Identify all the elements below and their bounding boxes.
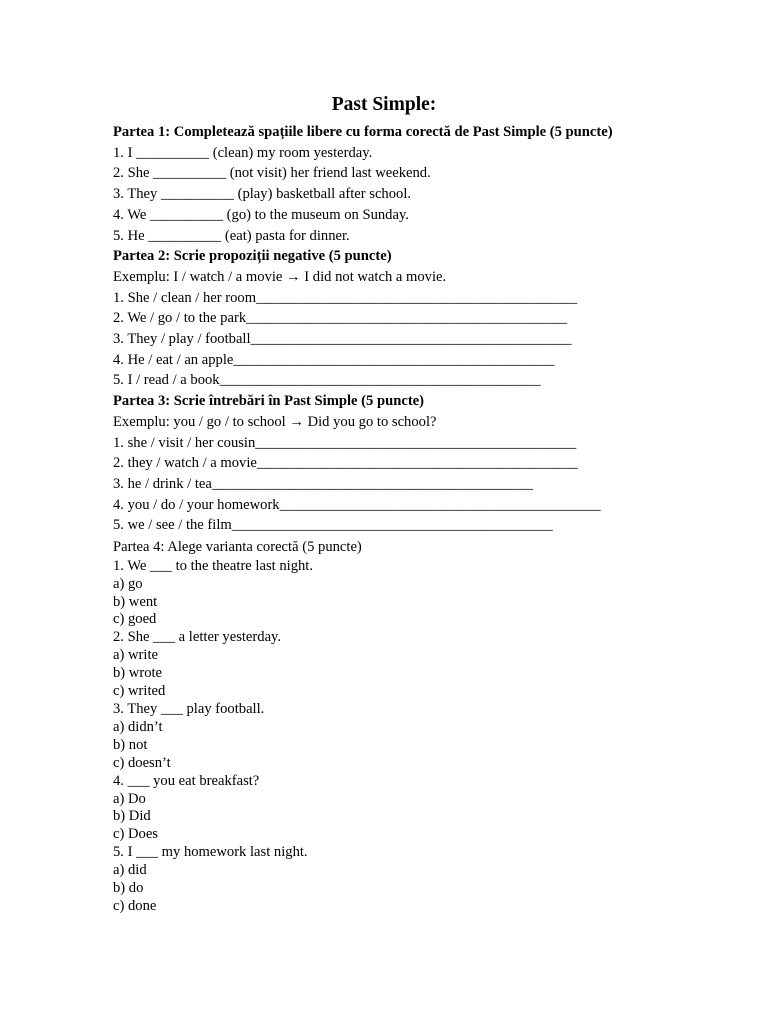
part-4-option: b) went [113, 593, 158, 610]
part-4-option: c) doesn’t [113, 754, 171, 771]
part-4-option: b) wrote [113, 665, 163, 682]
part-1-item: 2. She __________ (not visit) her friend last weekend. [113, 165, 431, 182]
part-4-option: a) didn’t [113, 718, 163, 735]
part-1-item: 1. I __________ (clean) my room yesterday. [113, 144, 373, 161]
part-4-heading: Partea 4: Alege varianta corectă (5 puncte) [113, 539, 362, 556]
part-1-item: 3. They __________ (play) basketball after school. [113, 186, 412, 203]
part-4-question: 1. We ___ to the theatre last night. [113, 557, 313, 574]
part-2-item: 5. I / read / a book____________________________________________ [113, 372, 541, 389]
part-4-option: a) go [113, 575, 143, 592]
part-3-item: 2. they / watch / a movie____________________________________________ [113, 455, 578, 472]
part-3-item: 5. we / see / the film____________________________________________ [113, 517, 553, 534]
part-3-item: 1. she / visit / her cousin____________________________________________ [113, 434, 577, 451]
part-3-item: 4. you / do / your homework____________________________________________ [113, 496, 601, 513]
part-4-option: b) do [113, 880, 144, 897]
part-4-question: 3. They ___ play football. [113, 701, 265, 718]
part-2-item: 2. We / go / to the park____________________________________________ [113, 310, 568, 327]
part-4-option: b) not [113, 736, 148, 753]
part-3-heading: Partea 3: Scrie întrebări în Past Simple (5 puncte) [113, 393, 425, 410]
part-2-item: 1. She / clean / her room____________________________________________ [113, 289, 578, 306]
part-4-option: a) did [113, 862, 147, 879]
part-4-option: c) writed [113, 683, 166, 700]
part-4-option: c) done [113, 897, 157, 914]
part-4-option: a) write [113, 647, 158, 664]
page-title: Past Simple: [331, 94, 437, 115]
part-1-item: 5. He __________ (eat) pasta for dinner. [113, 227, 350, 244]
part-4-option: b) Did [113, 808, 151, 825]
part-3-section [113, 391, 673, 536]
part-1-section [113, 122, 673, 246]
part-1-item: 4. We __________ (go) to the museum on Sunday. [113, 206, 409, 223]
part-1-heading: Partea 1: Completează spațiile libere cu forma corectă de Past Simple (5 puncte) [113, 124, 613, 140]
part-4-option: c) Does [113, 826, 158, 843]
part-2-item: 4. He / eat / an apple____________________________________________ [113, 351, 555, 368]
part-4-section [113, 537, 673, 916]
part-4-option: c) goed [113, 611, 157, 628]
part-3-item: 3. he / drink / tea____________________________________________ [113, 475, 533, 492]
worksheet [113, 92, 673, 916]
part-2-heading: Partea 2: Scrie propoziții negative (5 puncte) [113, 248, 392, 265]
part-4-question: 4. ___ you eat breakfast? [113, 772, 260, 789]
part-2-example: Exemplu: I / watch / a movie → I did not watch a movie. [113, 268, 447, 285]
part-2-section [113, 246, 673, 391]
part-4-question: 5. I ___ my homework last night. [113, 844, 308, 861]
part-4-option: a) Do [113, 790, 146, 807]
part-4-question: 2. She ___ a letter yesterday. [113, 629, 282, 646]
part-2-item: 3. They / play / football____________________________________________ [113, 331, 572, 348]
part-3-example: Exemplu: you / go / to school → Did you go to school? [113, 413, 437, 430]
